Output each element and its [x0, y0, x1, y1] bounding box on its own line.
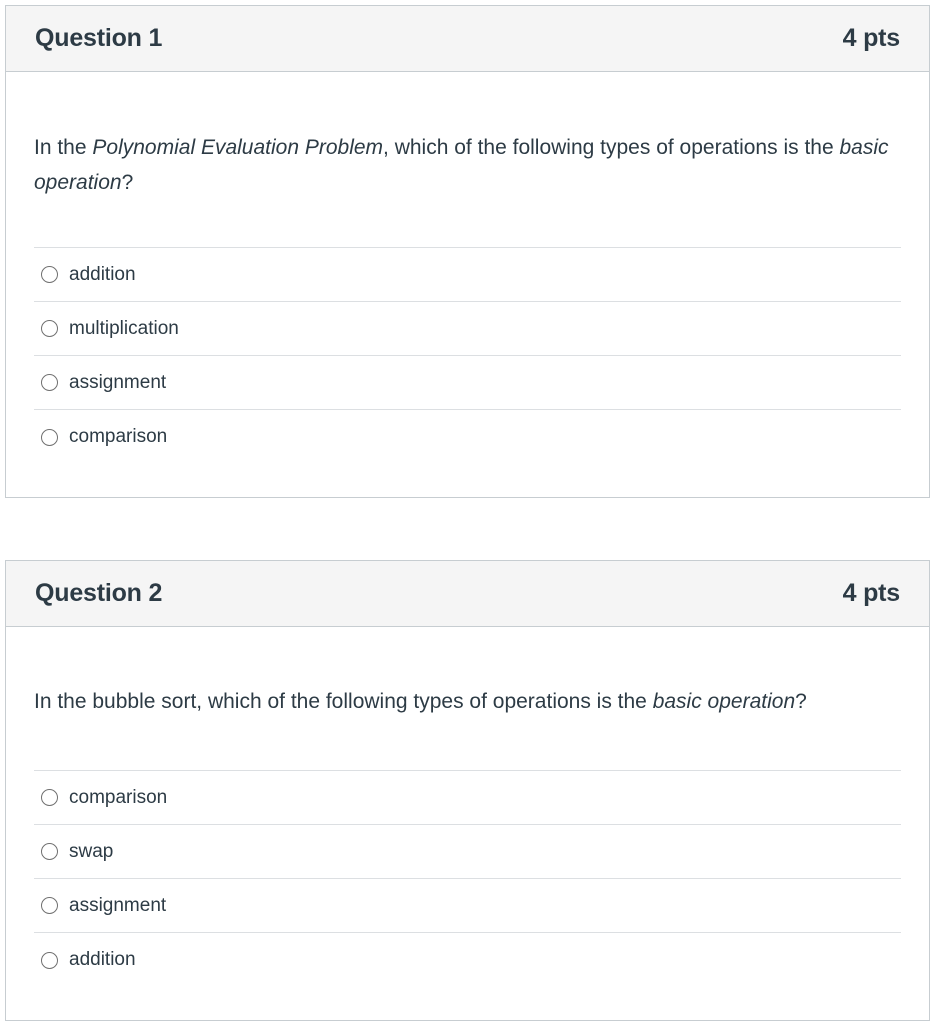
answer-label[interactable]: addition: [69, 263, 136, 285]
question-header: [6, 561, 929, 627]
radio-button[interactable]: [41, 429, 58, 446]
answer-option[interactable]: [34, 933, 901, 987]
answer-option[interactable]: [34, 825, 901, 879]
question-text-part: , which of the following types of operations is the: [383, 136, 840, 159]
radio-button[interactable]: [41, 897, 58, 914]
answer-option[interactable]: [34, 410, 901, 464]
question-body: [6, 684, 929, 987]
radio-button[interactable]: [41, 789, 58, 806]
radio-button[interactable]: [41, 320, 58, 337]
question-title: Question 2: [35, 579, 163, 607]
answer-list: [34, 770, 901, 987]
answer-option[interactable]: [34, 248, 901, 302]
radio-button[interactable]: [41, 952, 58, 969]
question-text-part: In the: [34, 136, 93, 159]
question-text-part: ?: [121, 171, 134, 194]
answer-label[interactable]: comparison: [69, 786, 168, 808]
radio-button[interactable]: [41, 266, 58, 283]
answer-option[interactable]: [34, 879, 901, 933]
answer-list: [34, 247, 901, 464]
question-text-part: ?: [795, 690, 807, 713]
answer-option[interactable]: [34, 356, 901, 410]
question-text-part: In the bubble sort, which of the following types of operations is the: [34, 690, 653, 713]
answer-option[interactable]: [34, 771, 901, 825]
answer-label[interactable]: comparison: [69, 426, 168, 447]
question-text-emphasis: Polynomial Evaluation Problem: [92, 136, 384, 159]
radio-button[interactable]: [41, 374, 58, 391]
answer-label[interactable]: swap: [69, 840, 114, 862]
question-points: 4 pts: [842, 24, 900, 52]
question-text-emphasis: basic operation: [34, 136, 889, 194]
answer-label[interactable]: multiplication: [69, 317, 179, 339]
answer-label[interactable]: assignment: [69, 371, 167, 393]
question-1: [5, 5, 930, 498]
answer-option[interactable]: [34, 302, 901, 356]
question-2: [5, 560, 930, 1021]
question-points: 4 pts: [842, 579, 900, 607]
question-body: [6, 130, 929, 464]
question-header: [6, 6, 929, 72]
question-text: [34, 130, 901, 247]
radio-button[interactable]: [41, 843, 58, 860]
answer-label[interactable]: addition: [69, 949, 136, 970]
question-title: Question 1: [35, 24, 163, 52]
question-text: [34, 684, 901, 770]
question-text-emphasis: basic operation: [652, 690, 796, 713]
answer-label[interactable]: assignment: [69, 894, 167, 916]
